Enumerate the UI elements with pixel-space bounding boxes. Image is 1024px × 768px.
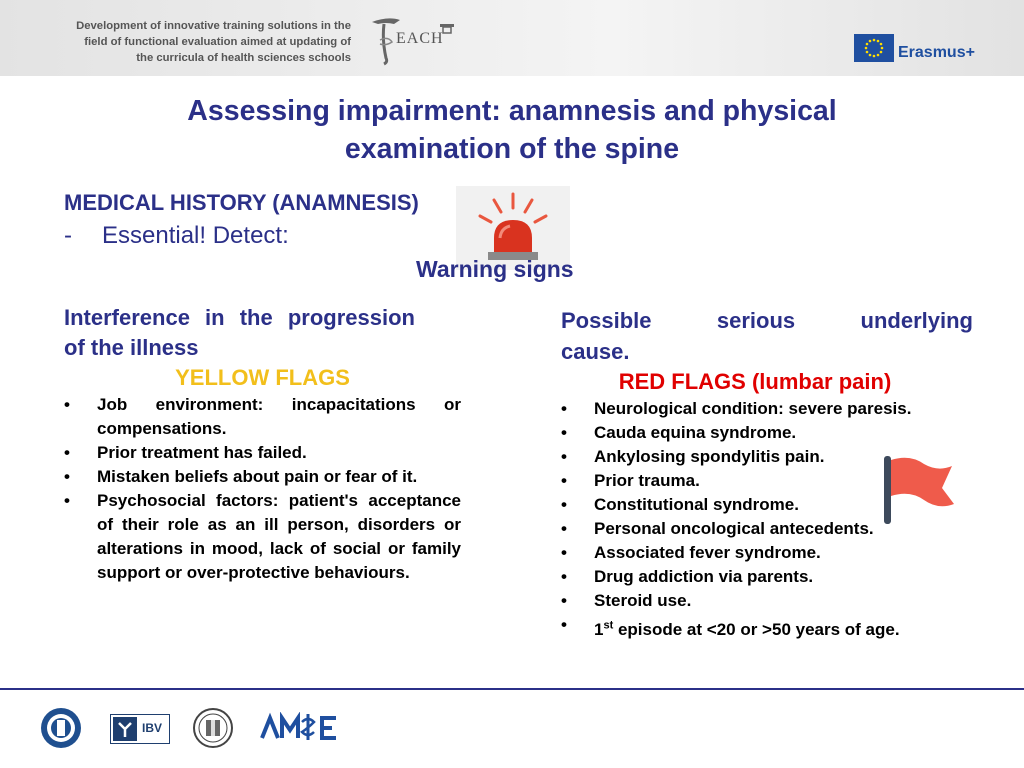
amse-symbol-icon [260,712,340,742]
list-item [64,441,461,465]
left-column-heading [64,303,461,363]
slide-title-line: examination of the spine [344,133,680,165]
list-item-text: Prior treatment has failed. [97,443,307,462]
heading-word: serious [716,308,796,333]
bullet-marker: • [561,615,567,634]
list-item-text: Personal oncological antecedents. [594,519,874,538]
list-item [561,565,973,589]
yellow-flags-list [64,393,461,585]
list-item-text: Constitutional syndrome. [594,495,799,514]
bullet-marker: • [561,591,567,610]
list-item-text: Steroid use. [594,591,692,610]
red-flag-icon [880,454,958,526]
essential-detect [64,222,289,250]
heading-word: underlying [860,308,973,333]
bullet-marker: • [561,495,567,514]
left-heading-line2: of the illness [64,335,199,360]
ibv-label: IBV [142,721,163,735]
list-item [64,393,461,441]
list-item [561,421,973,445]
teach-logo-text: EACH [396,30,444,47]
list-item-text: Psychosocial factors: patient's acceptance of their role as an ill person, disorders or alterations in mood, lack of social or family support or over-protective behaviours. [97,491,461,582]
bullet-marker: • [561,567,567,586]
valencia-seal-icon [192,706,234,750]
erasmus-label: Erasmus+ [898,44,975,61]
bullet-marker: • [561,423,567,442]
bullet-marker: • [561,447,567,466]
list-item-text: Job environment: incapacitations or compensations. [97,395,461,438]
list-item-text: Cauda equina syndrome. [594,423,797,442]
project-description-line: field of functional evaluation aimed at updating of [84,36,351,48]
list-item-text [594,620,900,639]
dash-marker: - [64,222,72,249]
bullet-marker: • [561,471,567,490]
right-column-heading [561,305,973,367]
bullet-marker: • [561,399,567,418]
amse-logo [260,712,340,742]
project-description-line: Development of innovative training solutions in the [76,20,351,32]
ibv-logo [110,714,170,744]
ordinal-suffix: st [603,619,614,631]
warning-signs-label: Warning signs [416,256,574,282]
eu-flag-icon [854,34,894,62]
list-item-text: Drug addiction via parents. [594,567,814,586]
project-description [21,18,351,66]
header-band [0,0,1024,76]
list-item-text: Prior trauma. [594,471,700,490]
ordinal-number: 1 [594,619,604,639]
essential-text: Essential! Detect: [102,222,289,249]
university-seal-icon [40,706,82,750]
list-item [561,613,973,642]
ibv-symbol-icon [113,717,137,741]
red-flags-label: RED FLAGS (lumbar pain) [618,369,892,394]
bullet-marker: • [64,395,70,414]
list-item-text: Mistaken beliefs about pain or fear of it. [97,467,418,486]
bullet-marker: • [64,491,70,510]
list-item-text: Associated fever syndrome. [594,543,821,562]
left-heading-line1: Interference in the progression [64,305,415,330]
list-item-text: Neurological condition: severe paresis. [594,399,912,418]
slide-title [100,92,924,168]
heading-word: Possible [561,308,652,333]
yellow-flags-label: YELLOW FLAGS [175,365,350,390]
bullet-marker: • [561,543,567,562]
list-item [561,397,973,421]
bullet-marker: • [64,467,70,486]
medical-history-heading: MEDICAL HISTORY (ANAMNESIS) [64,190,419,215]
project-description-line: the curricula of health sciences schools [136,52,351,64]
left-heading-line [64,303,461,333]
list-item [64,489,461,585]
list-item-rest: episode at <20 or >50 years of age. [613,619,900,639]
slide-title-line: Assessing impairment: anamnesis and physical [187,95,837,127]
footer-divider [0,688,1024,690]
list-item [561,541,973,565]
bullet-marker: • [64,443,70,462]
yellow-flags-column [64,303,461,585]
list-item [561,589,973,613]
right-heading-line1 [561,305,973,336]
list-item [64,465,461,489]
bullet-marker: • [561,519,567,538]
list-item-text: Ankylosing spondylitis pain. [594,447,825,466]
right-heading-line2: cause. [561,339,630,364]
